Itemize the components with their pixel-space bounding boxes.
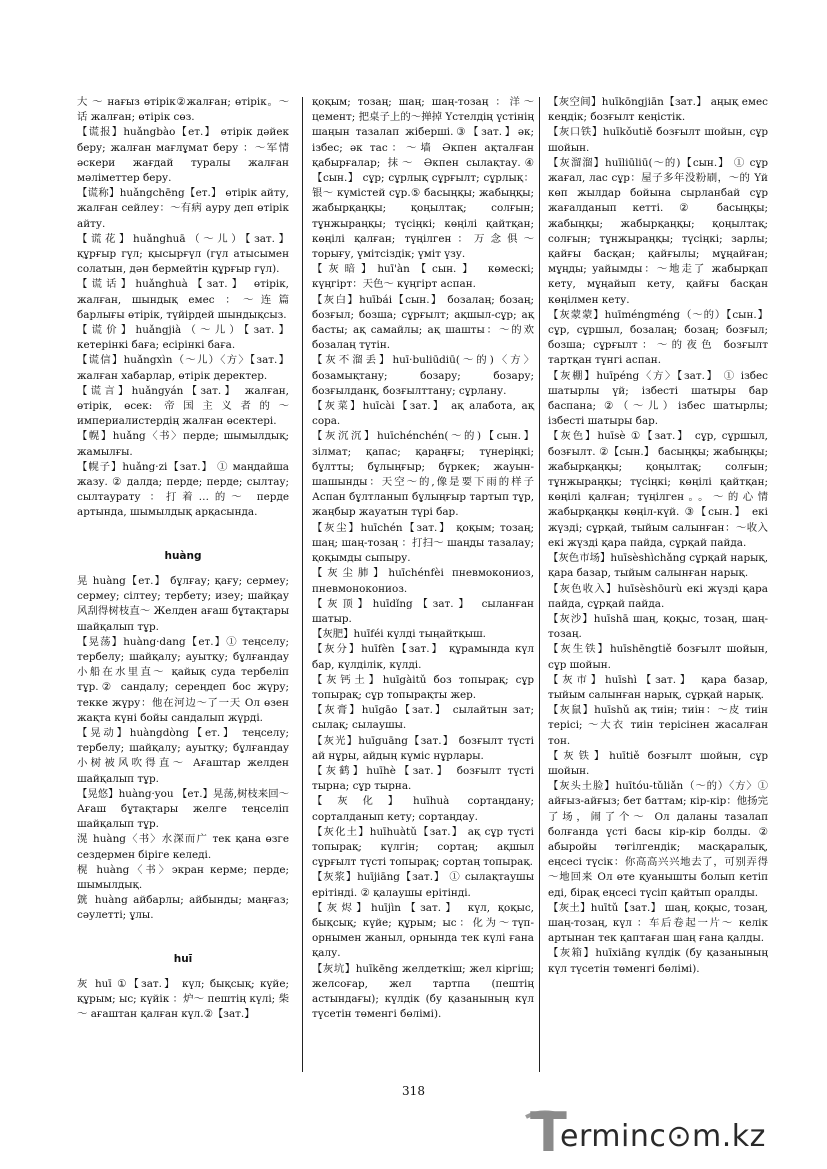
dictionary-entry: 【晃荡】huàng·dang【ет.】① теңселу; тербелу; шайқалу; ауытқу; бұлғандау 小船在水里直～ қайық суда тербеліп тұр.② сандалу; сереңдеп бос жүру; текке жүру：他在河边～了一天 Ол өзен жақта күні бойы сандалып жүрді.: [77, 635, 289, 724]
dictionary-entry: 【晃动】huàngdòng【ет.】 теңселу; тербелу; шайқалу; ауытқу; бұлғандау 小树被风吹得直～ Ағаштар желден шайқалып тұр.: [77, 726, 289, 785]
dictionary-entry: 【灰尘】huīchén【зат.】 қоқым; тозаң; шаң; шаң-тозаң ：打扫～ шаңды тазалау; қоқымды сыпыру.: [312, 521, 534, 565]
dictionary-entry: 【晃悠】huàng·you 【ет.】晃荡,树枝来回～ Ағаш бұтақтары желге теңселіп шайқалып тұр.: [77, 787, 289, 831]
dictionary-entry: 【灰口铁】huīkǒutiě бозғылт шойын, сұр шойын.: [548, 126, 768, 154]
dictionary-entry: 【灰不溜丢】huī·buliūdiū(～的)〈方〉бозамықтану; бозару; бозару; бозғылданқ, бозғылттану; сұрлану.: [312, 354, 534, 397]
dictionary-entry: 大 ～ нағыз өтірік②жалған; өтірік。～话 жалған; өтірік сөз.: [77, 96, 289, 124]
dictionary-entry: 【灰膏】huīgāo【зат.】 сылайтын зат; сылақ; сылаушы.: [312, 704, 534, 732]
dictionary-entry: 【灰钙土】huīgàitǔ боз топырақ; сұр топырақ; сұр топырақты жер.: [312, 673, 534, 701]
dictionary-entry: 【灰烬】huījìn【зат.】 күл, қоқыс, бықсық; күйе; құрым; ыс：化为～түп-орнымен жаныл, орнында тек күлі ғана қалу.: [312, 901, 534, 960]
section-heading: huī: [173, 952, 193, 965]
dictionary-entry: 【灰头土脸】huītóu-tǔliǎn（～的）〈方〉① айғыз-айғыз; бет баттам; кір-кір：他扬完了场，闹了个～ Ол даланы тазалап болғанда үсті басы кір-кір болды. ② абыройы төгілгендік; масқаралық, еңсесі түсік：你高高兴兴地去了，可别弄得～地回来 Ол өте қуанышты болып кетіп еді, бірақ еңсесі түсіп қайтып оралды.: [548, 780, 768, 899]
dictionary-entry: 榥 huàng〈书〉экран керме; перде; шымылдық.: [77, 863, 289, 891]
logo-letter: T: [530, 1101, 567, 1164]
dictionary-entry: 【灰坑】huīkēng желдеткіш; жел кіргіш; желсоғар, жел тартпа (пештің астындағы); күлдік (бу қазанының күл түсетін төменгі бөлімі).: [312, 962, 534, 1021]
dictionary-entry: 【灰沉沉】huīchénchén(～的)【сын.】 зілмат; қапас; қараңғы; түнеріңкі; бұлтты; бұлыңғыр; бүркек; жауын-шашынды：天空～的,像是要下雨的样子 Аспан бұлтланып бұлыңғыр тартып тұр, жаңбыр жауатын түрі бар.: [312, 430, 534, 519]
dictionary-entry: 【灰顶】huīdǐng【зат.】 сыланған шатыр.: [312, 597, 534, 625]
page-number: 318: [402, 1084, 425, 1098]
dictionary-entry: 【灰肥】huīféi күлді тыңайтқыш.: [312, 628, 486, 641]
dictionary-entry: 【谎花】huǎnghuā（～儿）【зат.】 құрғыр гүл; қысырғүл (гүл атысымен солатын, дән бермейтін құрғыр гүл).: [77, 232, 289, 276]
dictionary-entry: 【灰白】huībái【сын.】 бозалаң; бозаң; бозғыл; бозша; сұрғылт; ақшыл-сұр; ақ басты; ақ самайлы; ақ шашты：～的欢 бозалаң түтін.: [312, 293, 534, 352]
column-divider: [539, 97, 540, 1072]
dictionary-entry: 【灰暗】huī'àn【сын.】 көмескі; күңгірт：天色～ күңгірт аспан.: [312, 263, 534, 291]
dictionary-entry: 晃 huàng【ет.】 бұлғау; қағу; сермеу; сермеу; сілтеу; тербету; изеу; шайқау 风刮得树枝直～ Желден ағаш бұтақтары шайқалып тұр.: [77, 574, 289, 633]
dictionary-entry: қоқым; тозаң; шаң; шаң-тозаң ：洋～ цемент; 把桌子上的～掸掉 Үстелдің үстінің шаңын тазалап жіберші.③【зат.】әк; ізбес; әк тас：～墙 Әкпен ақталған қабырғалар; 抹～ Әкпен сылақтау.④【сын.】 сұр; сұрлық сұрғылт; сұрлық：银～ күмістей сұр.⑤ басыңқы; жабыңқы; жабырқаңқы; қоңылтақ; солғын; тұнжыраңқы; түсіңкі; көңілі қайтқан; көңілі қалған; түңілген：万念俱～ торығу, үмітсіздік; үміт үзу.: [312, 96, 534, 261]
column-3: [548, 95, 768, 977]
dictionary-entry: 【谎信】huǎngxìn（～儿）〈方〉【зат.】 жалған хабарлар, өтірік деректер.: [77, 354, 289, 382]
dictionary-entry: 【谎报】huǎngbào【ет.】 өтірік дәйек беру; жалған мағлұмат беру ：～军情 әскери жағдай туралы жалған мәліметтер беру.: [77, 126, 289, 185]
dictionary-entry: 【灰鹤】huīhè【зат.】 бозғылт түсті тырна; сұр тырна.: [312, 764, 534, 793]
dictionary-entry: 【灰化土】huīhuàtǔ【зат.】 ақ сұр түсті топырақ; күлгін; сортаң; ақшыл сұрғылт түсті топырақ; сортаң топырақ.: [312, 825, 534, 869]
dictionary-entry: 【灰鼠】huīshǔ ақ тиін; тиін：～皮 тиін терісі; ～大衣 тиін терісінен жасалған тон.: [548, 704, 768, 747]
dictionary-entry: 【灰溜溜】huīliūliū(～的)【сын.】 ① сұр жағал, лас сұр：屋子多年没粉刷，～的 Үй көп жылдар бойына сырланбай сұр жағалданып кетті. ② басыңқы; жабыңқы; жабырқаңқы; қоңылтақ; солғын; тұнжыраңқы; түсіңкі; зарлы; қайғы басқан; қайғылы; мұңайған; мұңды; уайымды：～地走了 жабырқап кету, мұңайып кету, қайғы басқан көңілмен кету.: [548, 156, 768, 306]
dictionary-entry: 【灰分】huīfèn【зат.】 құрамында күл бар, күлділік, күлді.: [312, 643, 534, 671]
dictionary-entry: 【幌】huǎng〈书〉перде; шымылдық; жамылғы.: [77, 430, 289, 458]
dictionary-entry: 灰 huī ①【зат.】 күл; бықсық; күйе; құрым; ыс; күйік ：炉～ пештің күлі; 柴～ ағаштан қалған күл.②【зат.】: [77, 977, 289, 1021]
dictionary-entry: 【灰铁】huītiě бозғылт шойын, сұр шойын.: [548, 749, 768, 777]
column-divider: [302, 97, 303, 1072]
dictionary-entry: 【灰棚】huīpéng〈方〉【зат.】 ① ізбес шатырлы үй; ізбесті шатыры бар баспана; ②（～儿）ізбес шатырлы; ізбесті шатыры бар.: [548, 369, 768, 428]
dictionary-entry: 【灰土】huītǔ【зат.】 шаң, қоқыс, тозаң, шаң-тозаң, күл ：车后卷起一片～ келік артынан тек қаптаған шаң ғана қалды.: [548, 901, 768, 945]
dictionary-entry: 【灰沙】huīshā шаң, қоқыс, тозаң, шаң-тозаң.: [548, 612, 768, 641]
dictionary-entry: 皝 huàng айбарлы; айбынды; маңғаз; сәулетті; ұлы.: [77, 894, 289, 922]
dictionary-entry: 【灰光】huīguāng【зат.】 бозғылт түсті ай нұры, айдың күміс нұрлары.: [312, 734, 534, 762]
dictionary-entry: 【谎价】huǎngjià（～儿）【зат.】 кетерінкі баға; есірінкі баға.: [77, 324, 289, 352]
termincom-logo: [522, 1103, 812, 1163]
column-2: [312, 95, 534, 1022]
dictionary-entry: 【幌子】huǎng·zi【зат.】 ① маңдайша жазу. ② далда; перде; перде; сылтау; сылтаурату ：打着…的～ перде артында, шымылдық арқасында.: [77, 460, 289, 519]
column-1: [77, 95, 289, 1022]
dictionary-entry: 【灰色收入】huīsèshōurù екі жүзді қара пайда, сұрқай пайда.: [548, 582, 768, 610]
dictionary-entry: 【灰浆】huījiāng【зат.】 ① сылақтаушы ерітінді. ② қалаушы ерітінді.: [312, 871, 534, 899]
dictionary-entry: 【灰色市场】huīsèshìchǎng сұрқай нарық, қара базар, тыйым салынған нарық.: [548, 552, 768, 580]
dictionary-entry: 滉 huàng〈书〉水深而广 тек қана өзге сездермен біріге келеді.: [77, 833, 289, 861]
dictionary-entry: 【灰空间】huīkōngjiān【зат.】 аңық емес кеңдік; бозғылт кеңістік.: [548, 96, 768, 124]
dictionary-entry: 【灰生铁】huīshēngtiě бозғылт шойын, сұр шойын.: [548, 643, 768, 671]
dictionary-entry: 【谎话】huǎnghuà【зат.】 өтірік, жалған, шындық емес ：～连篇 барлығы өтірік, түйірдей шындықсыз.: [77, 278, 289, 321]
dictionary-entry: 【灰化】huīhuà сортаңдану; сорталданып кету; сортаңдау.: [312, 795, 534, 823]
dictionary-entry: 【灰色】huīsè ①【зат.】 сұр, сұршыл, бозғылт. ②【сын.】 басыңқы; жабыңқы; жабырқаңқы; қоңылтақ; солғын; тұнжыраңқы; түсіңкі; көңілі қайтқан; көңілі қалған; түңілген。。～的心情 жабырқаңқы көңіл-күй. ③【сын.】 екі жүзді; сұрқай, тыйым салынған：～收入 екі жүзді қара пайда, сұрқай пайда.: [548, 430, 768, 549]
dictionary-entry: 【谎称】huǎngchēng【ет.】 өтірік айту, жалған сейлеу：～有病 ауру деп өтірік айту.: [77, 187, 289, 230]
dictionary-entry: 【灰市】huīshì【зат.】 қара базар, тыйым салынған нарық, сұрқай нарық.: [548, 673, 768, 701]
dictionary-entry: 【灰尘肺】huīchénfèi пневмокониоз, пневмонокониоз.: [312, 567, 534, 595]
dictionary-entry: 【灰箱】huīxiāng күлдік (бу қазанының күл түсетін төменгі бөлімі).: [548, 947, 768, 975]
logo-text: erminc⊙m.kz: [560, 1119, 766, 1154]
section-heading: huàng: [164, 549, 202, 562]
dictionary-entry: 【灰蒙蒙】huīméngméng（～的）【сын.】 сұр, сұршыл, бозалаң; бозаң; бозғыл; бозша; сұрғылт：～的夜色 бозғылт тартқан түнгі аспан.: [548, 308, 768, 367]
dictionary-entry: 【灰菜】huīcài【зат.】 ақ алабота, ақ сора.: [312, 400, 534, 428]
dictionary-entry: 【谎言】huǎngyán【зат.】 жалған, өтірік, өсек: 帝国主义者的～ империалистердің жалған өсектері.: [77, 384, 289, 428]
